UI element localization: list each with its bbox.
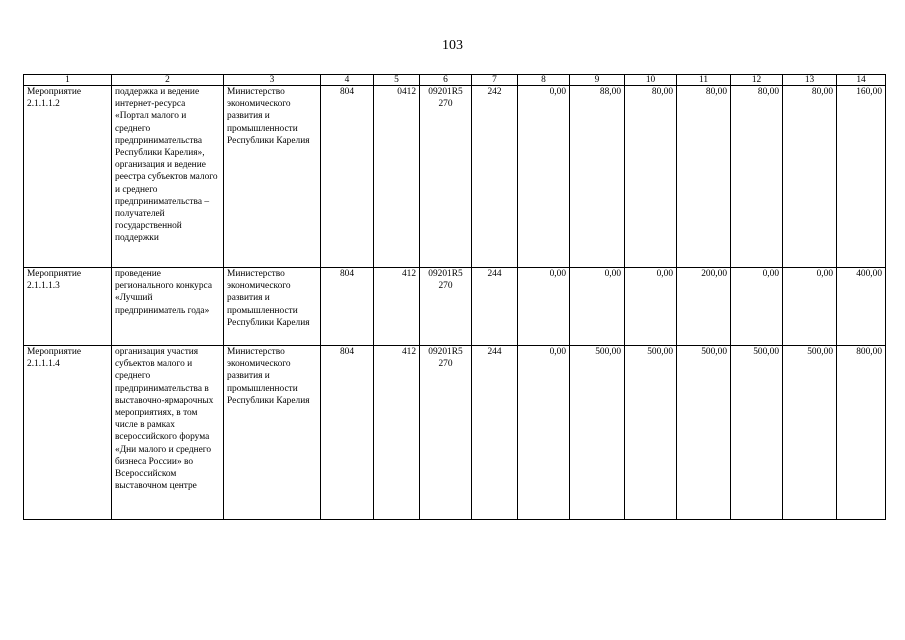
budget-table: [23, 74, 886, 520]
column-header: 6: [420, 75, 472, 86]
value-cell: 500,00: [625, 346, 677, 520]
description-cell: проведение регионального конкурса «Лучший предприниматель года»: [112, 268, 224, 346]
value-cell: 500,00: [677, 346, 731, 520]
activity-cell: Мероприятие 2.1.1.1.4: [24, 346, 112, 520]
value-cell: 200,00: [677, 268, 731, 346]
column-header: 11: [677, 75, 731, 86]
code-cell: 804: [321, 268, 374, 346]
description-cell: поддержка и ведение интернет-ресурса «Портал малого и среднего предпринимательства Республики Карелия», организация и ведение реестра субъектов малого и среднего предпринимательства – получателей государственной поддержки: [112, 86, 224, 268]
code-cell: 09201R5 270: [420, 268, 472, 346]
header-row: [24, 75, 886, 86]
value-cell: 0,00: [518, 346, 570, 520]
executor-cell: Министерство экономического развития и промышленности Республики Карелия: [224, 346, 321, 520]
code-cell: 242: [472, 86, 518, 268]
value-cell: 80,00: [677, 86, 731, 268]
code-cell: 412: [374, 346, 420, 520]
column-header: 4: [321, 75, 374, 86]
value-cell: 160,00: [837, 86, 886, 268]
column-header: 3: [224, 75, 321, 86]
executor-cell: Министерство экономического развития и промышленности Республики Карелия: [224, 86, 321, 268]
table-row: [24, 86, 886, 268]
column-header: 1: [24, 75, 112, 86]
column-header: 2: [112, 75, 224, 86]
code-cell: 244: [472, 346, 518, 520]
value-cell: 0,00: [731, 268, 783, 346]
table-row: [24, 268, 886, 346]
code-cell: 0412: [374, 86, 420, 268]
code-cell: 09201R5 270: [420, 346, 472, 520]
code-cell: 804: [321, 86, 374, 268]
column-header: 7: [472, 75, 518, 86]
code-cell: 09201R5 270: [420, 86, 472, 268]
code-cell: 804: [321, 346, 374, 520]
value-cell: 500,00: [570, 346, 625, 520]
column-header: 5: [374, 75, 420, 86]
column-header: 13: [783, 75, 837, 86]
column-header: 9: [570, 75, 625, 86]
table-row: [24, 346, 886, 520]
column-header: 14: [837, 75, 886, 86]
value-cell: 0,00: [625, 268, 677, 346]
value-cell: 800,00: [837, 346, 886, 520]
value-cell: 80,00: [625, 86, 677, 268]
value-cell: 400,00: [837, 268, 886, 346]
column-header: 8: [518, 75, 570, 86]
value-cell: 80,00: [731, 86, 783, 268]
value-cell: 0,00: [518, 86, 570, 268]
description-cell: организация участия субъектов малого и среднего предпринимательства в выставочно-ярмарочных мероприятиях, в том числе в рамках всероссийского форума «Дни малого и среднего бизнеса России» во Всероссийском выставочном центре: [112, 346, 224, 520]
activity-cell: Мероприятие 2.1.1.1.3: [24, 268, 112, 346]
code-cell: 244: [472, 268, 518, 346]
value-cell: 0,00: [518, 268, 570, 346]
value-cell: 80,00: [783, 86, 837, 268]
executor-cell: Министерство экономического развития и промышленности Республики Карелия: [224, 268, 321, 346]
value-cell: 0,00: [783, 268, 837, 346]
value-cell: 500,00: [783, 346, 837, 520]
column-header: 10: [625, 75, 677, 86]
value-cell: 88,00: [570, 86, 625, 268]
activity-cell: Мероприятие 2.1.1.1.2: [24, 86, 112, 268]
value-cell: 500,00: [731, 346, 783, 520]
value-cell: 0,00: [570, 268, 625, 346]
column-header: 12: [731, 75, 783, 86]
page-number: 103: [442, 38, 463, 53]
code-cell: 412: [374, 268, 420, 346]
